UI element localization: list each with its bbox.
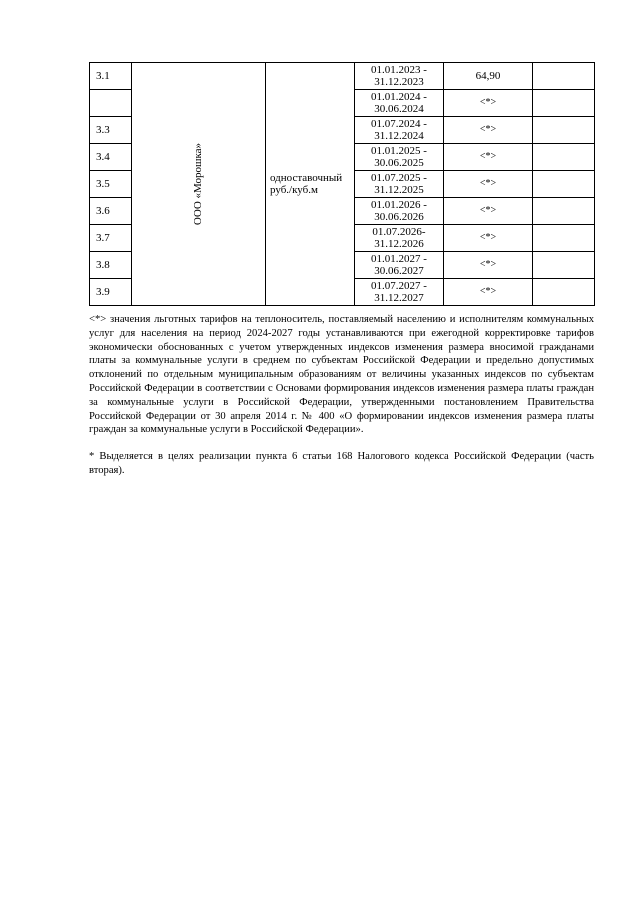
tariff-table-body [90,63,595,306]
value-cell: <*> [444,198,533,225]
period-cell: 01.01.2023 - 31.12.2023 [355,63,444,90]
row-number: 3.4 [90,144,132,171]
period-cell: 01.07.2024 - 31.12.2024 [355,117,444,144]
period-cell: 01.01.2026 - 30.06.2026 [355,198,444,225]
row-number [90,90,132,117]
star-footnote: <*> значения льготных тарифов на теплоноситель, поставляемый населению и исполнителям коммунальных услуг для населения на период 2024-2027 годы устанавливаются при ежегодной корректировке тарифов экономически обоснованных с учетом утвержденных индексов изменения размера вносимой гражданами платы за коммунальные услуги в среднем по субъектам Российской Федерации и предельно допустимых отклонений по отдельным муниципальным образованиям от величины указанных индексов по субъектам Российской Федерации в соответствии с Основами формирования индексов изменения размера платы граждан за коммунальные услуги в Российской Федерации, утвержденными постановлением Правительства Российской Федерации от 30 апреля 2014 г. № 400 «О формировании индексов изменения размера платы граждан за коммунальные услуги в Российской Федерации». [89,314,594,436]
empty-cell [533,171,595,198]
organization-name: ООО «Морошка» [192,142,205,226]
empty-cell [533,144,595,171]
empty-cell [533,198,595,225]
period-cell: 01.01.2025 - 30.06.2025 [355,144,444,171]
row-number: 3.7 [90,225,132,252]
empty-cell [533,117,595,144]
unit-label: одноставочный руб./куб.м [270,172,343,196]
empty-cell [533,63,595,90]
unit-cell [266,63,355,306]
value-cell: <*> [444,144,533,171]
value-cell: <*> [444,171,533,198]
row-number: 3.5 [90,171,132,198]
period-cell: 01.01.2024 - 30.06.2024 [355,90,444,117]
footnotes [89,313,594,478]
row-number: 3.9 [90,279,132,306]
value-cell: <*> [444,252,533,279]
empty-cell [533,225,595,252]
row-number: 3.3 [90,117,132,144]
period-cell: 01.07.2027 - 31.12.2027 [355,279,444,306]
tariff-table [89,62,595,306]
value-cell: <*> [444,225,533,252]
row-number: 3.6 [90,198,132,225]
empty-cell [533,279,595,306]
empty-cell [533,90,595,117]
row-number: 3.8 [90,252,132,279]
organization-cell [132,63,266,306]
empty-cell [533,252,595,279]
value-cell: <*> [444,90,533,117]
table-row [90,63,595,90]
row-number: 3.1 [90,63,132,90]
period-cell: 01.07.2026- 31.12.2026 [355,225,444,252]
value-cell: <*> [444,117,533,144]
period-cell: 01.07.2025 - 31.12.2025 [355,171,444,198]
period-cell: 01.01.2027 - 30.06.2027 [355,252,444,279]
tax-footnote: * Выделяется в целях реализации пункта 6 статьи 168 Налогового кодекса Российской Федерации (часть вторая). [89,451,594,476]
value-cell: 64,90 [444,63,533,90]
value-cell: <*> [444,279,533,306]
